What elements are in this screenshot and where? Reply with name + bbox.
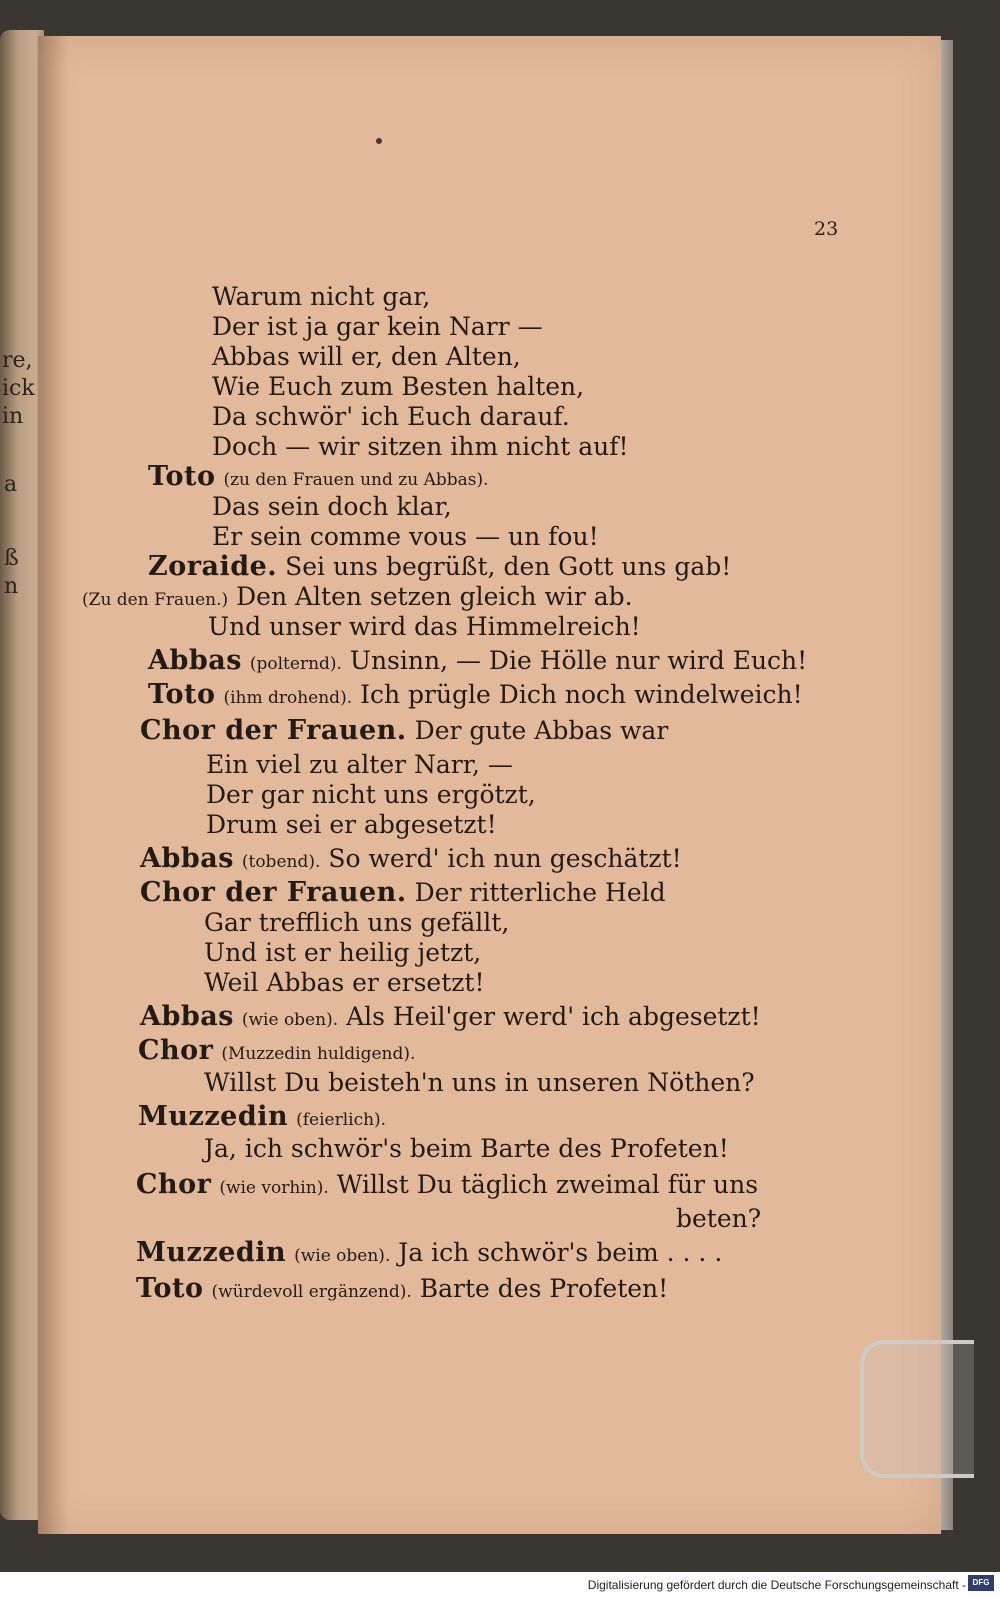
line-text: Gar trefflich uns gefällt, xyxy=(204,908,510,937)
stage-direction: (feierlich). xyxy=(296,1110,387,1130)
page-clip xyxy=(860,1340,974,1478)
line-text: Sei uns begrüßt, den Gott uns gab! xyxy=(285,552,732,581)
verse-line xyxy=(212,402,570,432)
stage-direction: (tobend). xyxy=(241,852,321,872)
speaker-name: Abbas xyxy=(148,645,242,676)
line-text: Doch — wir sitzen ihm nicht auf! xyxy=(212,432,629,461)
line-text: Unsinn, — Die Hölle nur wird Euch! xyxy=(349,646,808,675)
margin-fragment: in xyxy=(2,404,24,429)
verse-line xyxy=(206,780,536,810)
verse-line xyxy=(148,552,731,582)
line-text: Drum sei er abgesetzt! xyxy=(206,810,497,839)
dfg-logo-icon: DFG xyxy=(968,1575,994,1591)
verse-line xyxy=(148,680,803,713)
stage-direction: (zu den Frauen und zu Abbas). xyxy=(223,470,489,490)
verse-line xyxy=(212,282,430,312)
line-text: Ja ich schwör's beim . . . . xyxy=(398,1238,723,1267)
stage-direction: (Zu den Frauen.) xyxy=(82,590,229,610)
speaker-name: Chor xyxy=(138,1035,214,1066)
verse-line xyxy=(140,716,668,746)
verse-line xyxy=(212,342,521,372)
margin-fragment: ick xyxy=(2,376,35,401)
verse-line xyxy=(140,844,682,877)
margin-fragment: n xyxy=(4,574,19,599)
stage-direction: (wie vorhin). xyxy=(219,1178,329,1198)
line-text: Warum nicht gar, xyxy=(212,282,431,311)
verse-line xyxy=(206,750,513,780)
verse-line xyxy=(212,432,629,462)
speaker-name: Chor xyxy=(136,1169,212,1200)
speaker-name: Toto xyxy=(148,461,216,492)
ink-dot xyxy=(376,138,382,144)
verse-line xyxy=(206,810,497,840)
speaker-name: Toto xyxy=(148,679,216,710)
verse-line xyxy=(136,1274,668,1307)
speaker-name: Muzzedin xyxy=(138,1101,289,1132)
line-text: Und unser wird das Himmelreich! xyxy=(208,612,641,641)
footer-credit: Digitalisierung gefördert durch die Deutsche Forschungsgemeinschaft - xyxy=(587,1578,966,1592)
verse-line xyxy=(676,1204,761,1234)
verse-line xyxy=(204,938,481,968)
verse-line xyxy=(204,968,485,998)
line-text: Er sein comme vous — un fou! xyxy=(212,522,599,551)
line-text: Der gute Abbas war xyxy=(414,716,669,745)
line-text: Abbas will er, den Alten, xyxy=(212,342,521,371)
verse-line xyxy=(212,492,452,522)
stage-direction: (ihm drohend). xyxy=(223,688,353,708)
line-text: beten? xyxy=(676,1204,762,1233)
line-text: Willst Du täglich zweimal für uns xyxy=(336,1170,759,1199)
spine-shadow xyxy=(38,36,68,1534)
line-text: Der ritterliche Held xyxy=(414,878,666,907)
verse-line xyxy=(204,1134,729,1164)
stage-direction: (polternd). xyxy=(249,654,342,674)
verse-line xyxy=(138,1036,415,1069)
verse-line xyxy=(138,1102,386,1135)
verse-line xyxy=(212,312,543,342)
stage-direction: (Muzzedin huldigend). xyxy=(221,1044,416,1064)
stage-direction: (wie oben). xyxy=(241,1010,339,1030)
line-text: Der gar nicht uns ergötzt, xyxy=(206,780,536,809)
line-text: Ein viel zu alter Narr, — xyxy=(206,750,513,779)
stage-direction: (würdevoll ergänzend). xyxy=(211,1282,412,1302)
speaker-name: Zoraide. xyxy=(148,551,278,582)
line-text: Den Alten setzen gleich wir ab. xyxy=(236,582,633,611)
verse-line xyxy=(82,582,633,615)
line-text: Ja, ich schwör's beim Barte des Profeten! xyxy=(204,1134,729,1163)
line-text: Ich prügle Dich noch windelweich! xyxy=(360,680,803,709)
margin-fragment: a xyxy=(4,472,18,497)
speaker-name: Abbas xyxy=(140,843,234,874)
line-text: Barte des Profeten! xyxy=(419,1274,669,1303)
line-text: So werd' ich nun geschätzt! xyxy=(328,844,682,873)
verse-line xyxy=(148,462,489,495)
verse-line xyxy=(204,908,509,938)
speaker-name: Chor der Frauen. xyxy=(140,877,407,908)
line-text: Da schwör' ich Euch darauf. xyxy=(212,402,570,431)
margin-fragment: re, xyxy=(2,348,33,373)
verse-line xyxy=(140,1002,761,1035)
line-text: Das sein doch klar, xyxy=(212,492,452,521)
line-text: Weil Abbas er ersetzt! xyxy=(204,968,485,997)
verse-line xyxy=(212,372,584,402)
verse-line xyxy=(136,1238,722,1271)
speaker-name: Muzzedin xyxy=(136,1237,287,1268)
stage-direction: (wie oben). xyxy=(294,1246,391,1266)
speaker-name: Toto xyxy=(136,1273,204,1304)
line-text: Willst Du beisteh'n uns in unseren Nöthen? xyxy=(204,1068,755,1097)
line-text: Wie Euch zum Besten halten, xyxy=(212,372,585,401)
line-text: Und ist er heilig jetzt, xyxy=(204,938,482,967)
verse-line xyxy=(148,646,807,679)
speaker-name: Abbas xyxy=(140,1001,234,1032)
verse-line xyxy=(208,612,641,642)
line-text: Der ist ja gar kein Narr — xyxy=(212,312,543,341)
speaker-name: Chor der Frauen. xyxy=(140,715,407,746)
verse-line xyxy=(212,522,599,552)
page-number: 23 xyxy=(814,218,839,240)
page-stack-edge xyxy=(941,40,953,1530)
verse-line xyxy=(140,878,666,908)
line-text: Als Heil'ger werd' ich abgesetzt! xyxy=(346,1002,761,1031)
verse-line xyxy=(204,1068,755,1098)
verse-line xyxy=(136,1170,758,1203)
margin-fragment: ß xyxy=(4,546,19,571)
